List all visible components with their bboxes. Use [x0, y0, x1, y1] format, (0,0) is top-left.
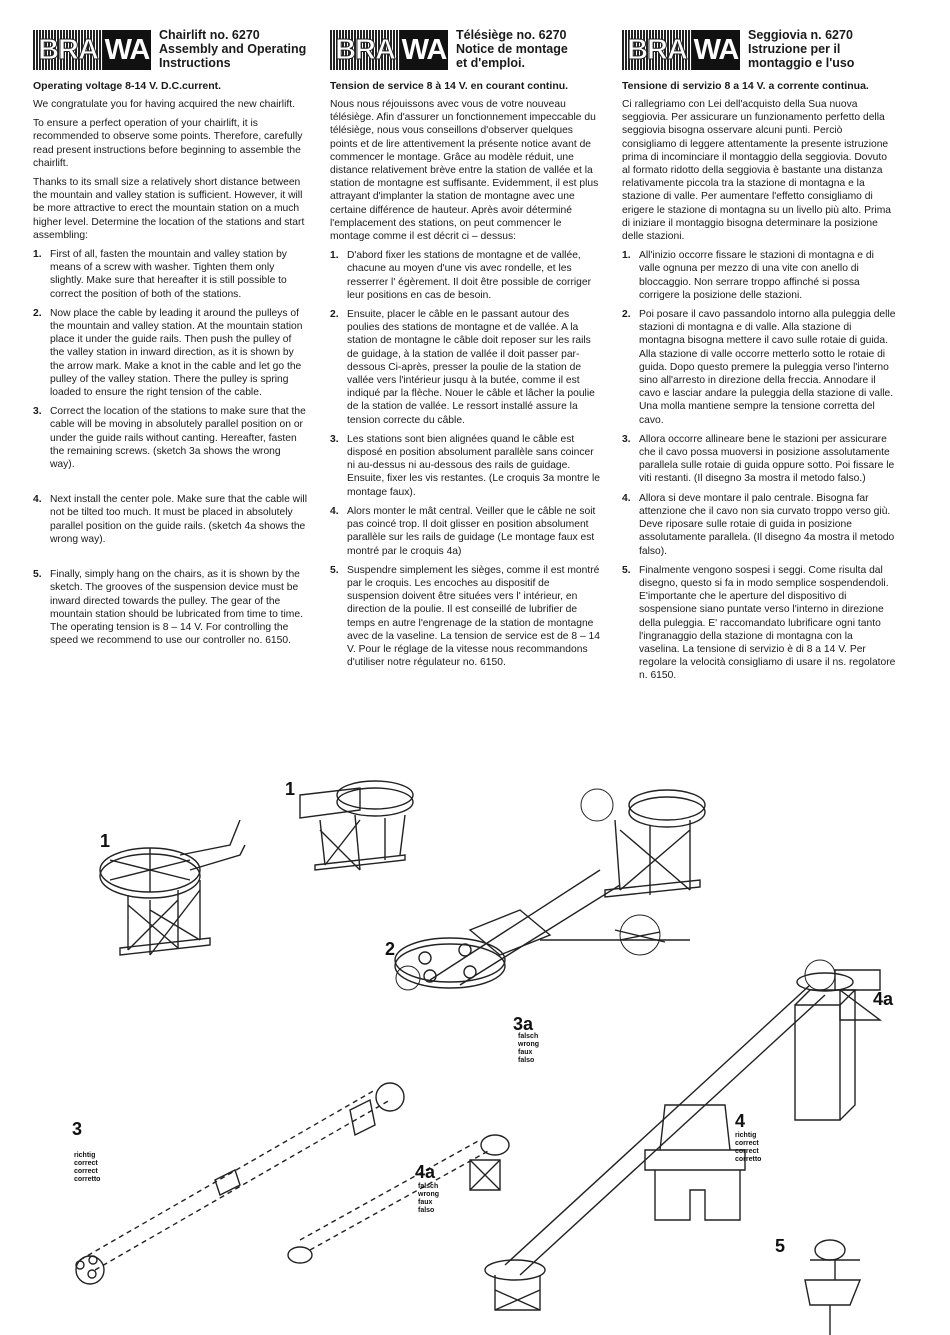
right-text: correct: [735, 1148, 759, 1155]
step-text: Poi posare il cavo passandolo intorno alla puleggia delle stazioni di montagna e di valle. Alla stazione di montagna bisogna mettere il cavo sulle rotaie di guida. Alla stazione di valle occorre metterlo sotto le rotaie di guida. Dopo questo premere la puleggia verso l'interno sino all'arresto in direzione della freccia. Annodare il cavo e lasciar andare la puleggia della stazione di valle. Una molla mantiene sempre la tensione corretta del cavo.: [639, 309, 896, 426]
step-number: 1.: [622, 250, 631, 262]
wrong-text: falsch: [518, 1033, 539, 1040]
right-text: corretto: [735, 1156, 762, 1163]
wrong-text: falso: [418, 1207, 435, 1214]
step-item: [330, 433, 602, 499]
valley-station-drawing: [100, 820, 245, 955]
step-item: [622, 564, 896, 683]
step-text: Allora occorre allineare bene le stazioni per assicurare che il cavo possa muoversi in posizione assolutamente parallela sulle rotaie di guida oppure sotto. Poi fissare le viti restanti. (Il disegno 3a mostra il metodo falso.): [639, 433, 895, 485]
cable-assembly-drawing: [395, 789, 705, 990]
step-item: [33, 405, 307, 471]
step-text: Finalmente vengono sospesi i seggi. Come risulta dal disegno, questo si fa in modo semplice sospendendoli. E'importante che le aperture del dispositivo di sospensione siano puntate verso l'interno in direzione della puleggia. E' raccomandato lubrificare ogni tanto l'ingranaggio della stazione di montagna con la vaselina. La tensione di servizio è di 8 a 14 V. Per regolare la velocità consigliamo di usare il ns. regolatore n. 6150.: [639, 564, 896, 682]
step-number: 2.: [33, 307, 42, 319]
logo-bra: BRA: [622, 30, 692, 70]
step-text: Correct the location of the stations to make sure that the cable will be moving in absolutely parallel position on or under the guide rails without canting. Hereafter, fasten the remaining screws. (sketch 3a shows the wrong way).: [50, 406, 306, 471]
title-line: Instructions: [159, 56, 231, 70]
step-item: [622, 308, 896, 427]
step-text: Alors monter le mât central. Veiller que le câble ne soit pas coincé trop. Il doit glisser en position absolument parallèle sur les rails de guidage (Le montage faux est montré par le croquis 4a): [347, 505, 596, 557]
english-header: [33, 28, 307, 74]
italian-column: [622, 28, 896, 689]
figure-4-label: 4: [735, 1111, 746, 1131]
step-item: [330, 249, 602, 302]
italian-title: [748, 28, 854, 70]
mountain-station-drawing: [300, 781, 413, 870]
step-number: 3.: [330, 433, 339, 445]
french-title: [456, 28, 568, 70]
step-text: Allora si deve montare il palo centrale. Bisogna far attenzione che il cavo non sia curvato troppo verso giù. Deve riposare sulle rotaie di guida in posizione assolutamente parallela. (Il disegno 4a mostra il metodo falso).: [639, 492, 895, 557]
right-text: correct: [735, 1140, 759, 1147]
french-voltage: Tension de service 8 à 14 V. en courant continu.: [330, 80, 569, 92]
step-number: 4.: [622, 492, 631, 504]
step-text: D'abord fixer les stations de montagne et de vallée, chacune au moyen d'une vis avec rondelle, et les resserrer l' égèrement. Il doit être possible de corriger leur positions en cas de besoin.: [347, 250, 592, 301]
step-number: 3.: [622, 433, 631, 445]
step-item: [622, 492, 896, 558]
french-intro: Nous nous réjouissons avec vous de votre nouveau télésiège. Afin d'assurer un fonctionnement impeccable du télésiège, nous vous conseillons d'observer quelques points et de lire attentivement la présente notice avant de commencer le montage. Grâce au modèle réduit, une distance relativement brève entre la station de vallée et la station de montagne est suffisante. Evidemment, il est plus attrayant d'implanter la station de montagne avec une certaine différence de hauteur. Après avoir déterminé l'emplacement des stations, on peut commencer le montage comme il est décrit ci – dessus:: [330, 99, 599, 243]
right-text: richtig: [74, 1152, 96, 1159]
step-number: 1.: [330, 250, 339, 262]
english-intro-1: We congratulate you for having acquired the new chairlift.: [33, 99, 295, 110]
figure-4a-top-label: 4a: [873, 989, 894, 1009]
title-line: Notice de montage: [456, 42, 568, 56]
step-text: Les stations sont bien alignées quand le câble est disposé en position absolument parallèle sans coincer ni au-dessus ni au-dessous des rails de guidage. Ensuite, fixer les vis restantes. (Le croquis 3a montre le montage faux).: [347, 433, 600, 498]
step-text: First of all, fasten the mountain and valley station by means of a screw with washer. Tighten them only slightly. Make sure that hereafter it is still possible to correct the position of both of the stations.: [50, 249, 287, 300]
figure-1-label: 1: [100, 831, 111, 851]
english-voltage: Operating voltage 8-14 V. D.C.current.: [33, 80, 222, 92]
step-item: [33, 568, 307, 647]
step-item: [33, 493, 307, 546]
center-pole-drawing: [470, 960, 880, 1310]
step-number: 4.: [33, 494, 42, 506]
wrong-label-4a: [417, 1183, 439, 1214]
logo-wa: WA: [103, 30, 151, 70]
step-text: Finally, simply hang on the chairs, as it is shown by the sketch. The grooves of the suspension device must be inward directed towards the pulley. The gear of the mountain station should be lubricated from time to time. The operating tension is 8 – 14 V. For controlling the speed we recommend to use our controller no. 6150.: [50, 569, 303, 647]
title-line: Assembly and Operating: [159, 42, 307, 56]
wrong-text: faux: [518, 1049, 533, 1056]
step-text: Suspendre simplement les sièges, comme il est montré par le croquis. Les encoches au dispositif de suspension doivent être situées vers l' intérieur, en direction de la poulie. Il est conseillé de lubrifier de temps en autre l'engrenage de la station de montagne avec de la vaseline. La tension de service est de 8 – 14 V. Pour le réglage de la vitesse nous recommandons d'utiliser notre régulateur no. 6150.: [347, 564, 601, 669]
wrong-text: falsch: [418, 1183, 439, 1190]
brawa-logo: [622, 30, 740, 70]
title-line: Istruzione per il: [748, 42, 841, 56]
wrong-text: wrong: [418, 1191, 439, 1198]
step-text: Now place the cable by leading it around the pulleys of the mountain and valley station. At the mountain station place it under the guide rails. Then push the pulley of the valley station in inward direction, as it is shown by the arrow mark. Make a knot in the cable and let go the pulley of the valley station. There the pulley is spring loaded to ensure the right tension of the cable.: [50, 307, 303, 399]
figure-1b-label: 1: [285, 779, 296, 799]
english-intro-2: To ensure a perfect operation of your chairlift, it is recommended to observe some points. Therefore, carefully read present instructions before beginning to assemble the chairlift.: [33, 118, 303, 169]
step-number: 5.: [33, 569, 42, 581]
figure-3-label: 3: [72, 1119, 83, 1139]
title-line: Chairlift no. 6270: [159, 28, 260, 42]
french-steps: [330, 249, 602, 669]
chair-drawing: [805, 1240, 860, 1335]
step-item: [622, 433, 896, 486]
title-line: montaggio e l'uso: [748, 56, 855, 70]
english-column: [33, 28, 307, 653]
english-steps: [33, 248, 307, 647]
step-number: 3.: [33, 406, 42, 418]
step-item: [33, 307, 307, 399]
wrong-label-3a: [517, 1033, 539, 1064]
figure-5-label: 5: [775, 1236, 786, 1256]
logo-bra: BRA: [330, 30, 400, 70]
italian-voltage: Tensione di servizio 8 a 14 V. a corrente continua.: [622, 80, 869, 92]
logo-wa: WA: [400, 30, 448, 70]
italian-intro: Ci rallegriamo con Lei dell'acquisto della Sua nuova seggiovia. Per assicurare un funzionamento perfetto della seggiovia bisogna osservare alcuni punti. Perciò consigliamo di leggere attentamente la presente istruzione prima di incominciare il montaggio della seggiovia. Dovuto al formato ridotto della seggiovia è bastante una distanza relativamente piccola tra la stazione di montagna e la stazione di valle. Per aumentare l'effetto consigliamo di erigere le stazione di montagna su un livello più alto. Prima di iniziare il montaggio bisogna determinare la posizione delle stazioni.: [622, 99, 892, 243]
right-text: richtig: [735, 1132, 757, 1139]
step-number: 5.: [330, 564, 339, 576]
logo-bra: BRA: [33, 30, 103, 70]
step-text: Next install the center pole. Make sure that the cable will not be tilted too much. It must be placed in absolutely parallel position on the guide rails. (sketch 4a shows the wrong way).: [50, 494, 307, 545]
step-number: 2.: [330, 309, 339, 321]
brawa-logo: [330, 30, 448, 70]
english-intro-3: Thanks to its small size a relatively short distance between the mountain and valley station is sufficient. However, it will be more attractive to erect the mountain station on a much higher level. Determine the location of the stations and start assembling:: [33, 177, 305, 241]
french-header: [330, 28, 602, 74]
title-line: et d'emploi.: [456, 56, 525, 70]
title-line: Seggiovia n. 6270: [748, 28, 853, 42]
step-text: Ensuite, placer le câble en le passant autour des poulies des stations de montagne et de vallée. A la station de montagne le câble doit reposer sur les rails de guidage, à la station de vallée il doit passer par-dessous Ci-après, presser la poulie de la station de vallée vers l'intérieur jusqu à la butée, comme il est indiqué par la flèche. Nouer le câble et lâcher la poulie de la station de vallée. Le ressort installé assure la tension correcte du câble.: [347, 309, 595, 426]
wrong-text: faux: [418, 1199, 433, 1206]
right-text: corretto: [74, 1176, 101, 1183]
step-item: [330, 564, 602, 670]
step-number: 4.: [330, 505, 339, 517]
logo-wa: WA: [692, 30, 740, 70]
step-number: 5.: [622, 564, 631, 576]
step-item: [33, 248, 307, 301]
italian-header: [622, 28, 896, 74]
step-number: 2.: [622, 309, 631, 321]
wrong-text: wrong: [518, 1041, 539, 1048]
right-text: correct: [74, 1160, 98, 1167]
assembly-illustrations: [0, 760, 950, 1335]
title-line: Télésiège no. 6270: [456, 28, 567, 42]
english-title: [159, 28, 306, 70]
step-item: [330, 308, 602, 427]
brawa-logo: [33, 30, 151, 70]
step-item: [622, 249, 896, 302]
french-column: [330, 28, 602, 675]
step-text: All'inizio occorre fissare le stazioni di montagna e di valle ognuna per mezzo di una vite con anello di bloccaggio. Non serrare troppo affinché si possa corrigere la posizione delle stazioni.: [639, 250, 874, 301]
right-text: correct: [74, 1168, 98, 1175]
step-number: 1.: [33, 249, 42, 261]
cable-path-sketch: [76, 1083, 509, 1284]
figure-4a-mid-label: 4a: [415, 1162, 436, 1182]
right-label-4: [735, 1132, 761, 1163]
wrong-text: falso: [518, 1057, 535, 1064]
figure-2-label: 2: [385, 939, 396, 959]
figure-3a-label: 3a: [513, 1014, 534, 1034]
italian-steps: [622, 249, 896, 682]
step-item: [330, 505, 602, 558]
right-label-3: [74, 1152, 100, 1183]
